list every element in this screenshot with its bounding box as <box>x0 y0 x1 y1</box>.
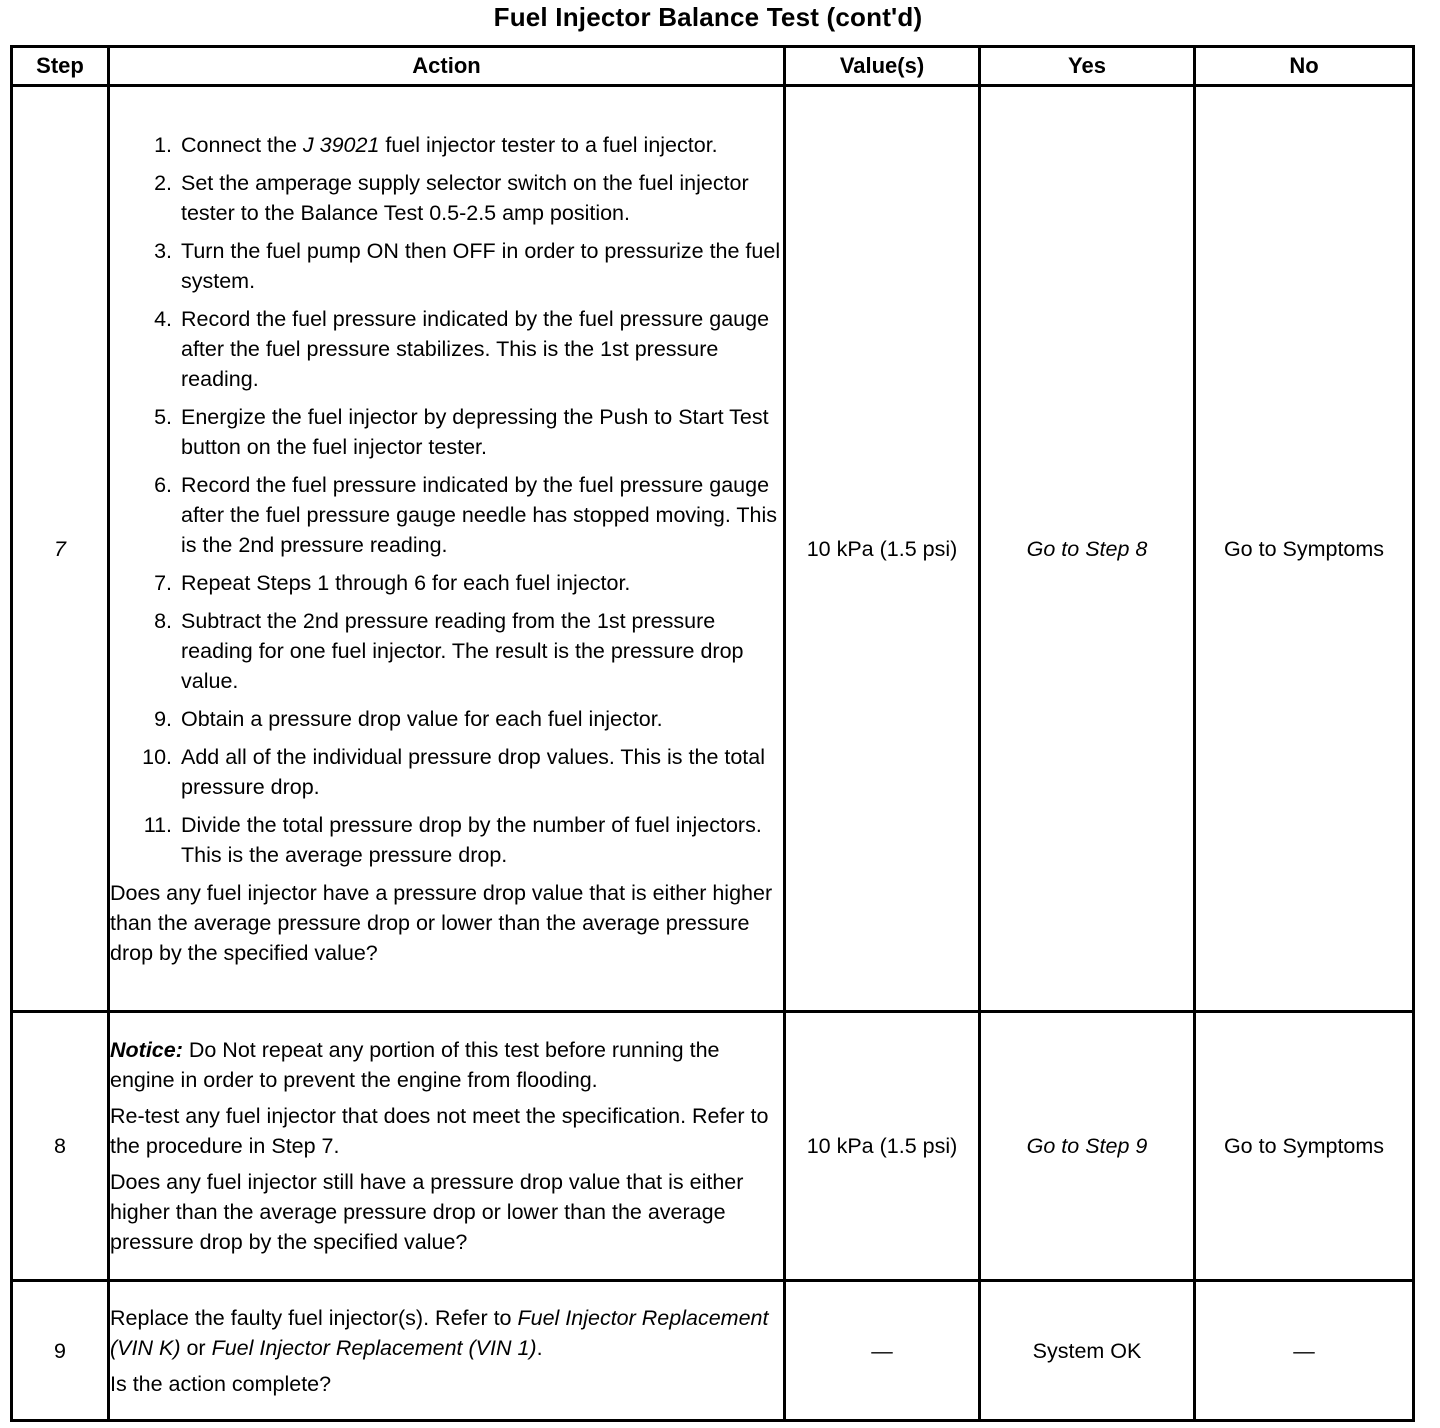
no-link-symptoms[interactable]: Go to Symptoms <box>1223 536 1385 561</box>
value-cell: 10 kPa (1.5 psi) <box>785 86 980 1012</box>
reference-link[interactable]: Fuel Injector Replacement (VIN K) <box>110 1305 769 1360</box>
tool-reference: J 39021 <box>302 132 380 157</box>
list-item <box>110 168 783 228</box>
list-item <box>110 742 783 802</box>
header-values: Value(s) <box>785 47 980 86</box>
list-item-text: Obtain a pressure drop value for each fuel injector. <box>181 706 663 731</box>
table-header-row <box>12 47 1414 86</box>
value-cell: — <box>785 1281 980 1421</box>
step-number: 9 <box>12 1281 109 1421</box>
notice-text: Do Not repeat any portion of this test before running the engine in order to prevent the engine from flooding. <box>110 1038 720 1092</box>
no-cell <box>1195 1012 1414 1281</box>
list-item <box>110 704 783 734</box>
yes-result-system-ok: System OK <box>1032 1338 1142 1363</box>
list-item-text: Divide the total pressure drop by the number of fuel injectors. This is the average pressure drop. <box>181 812 762 867</box>
table-row-step-9 <box>12 1281 1414 1421</box>
notice-label: Notice: <box>110 1038 183 1062</box>
list-item-text: Repeat Steps 1 through 6 for each fuel injector. <box>181 570 631 595</box>
step-number: 8 <box>12 1012 109 1281</box>
list-item-text: Record the fuel pressure indicated by the fuel pressure gauge after the fuel pressure stabilizes. This is the 1st pressure reading. <box>181 306 770 391</box>
list-item <box>110 568 783 598</box>
text-span: . <box>536 1335 543 1360</box>
list-item-number: 2. <box>154 170 172 195</box>
list-item-number: 3. <box>154 238 172 263</box>
text-span: Connect the <box>181 132 303 157</box>
list-item-number: 8. <box>154 608 172 633</box>
list-item-number: 7. <box>154 570 172 595</box>
decision-question: Is the action complete? <box>110 1371 332 1396</box>
yes-link-step-8[interactable]: Go to Step 8 <box>1026 536 1148 561</box>
list-item-number: 6. <box>154 472 172 497</box>
text-span: fuel injector tester to a fuel injector. <box>379 132 718 157</box>
notice-paragraph <box>110 1035 783 1095</box>
step-number: 7 <box>12 86 109 1012</box>
list-item <box>110 470 783 560</box>
list-item-number: 9. <box>154 706 172 731</box>
list-item <box>110 130 783 160</box>
yes-cell <box>980 1281 1195 1421</box>
list-item-number: 5. <box>154 404 172 429</box>
action-cell <box>109 1012 785 1281</box>
list-item-text: Record the fuel pressure indicated by the fuel pressure gauge after the fuel pressure gauge needle has stopped moving. This is the 2nd pressure reading. <box>181 472 778 557</box>
yes-cell <box>980 1012 1195 1281</box>
list-item <box>110 606 783 696</box>
table-row-step-7 <box>12 86 1414 1012</box>
text-span: or <box>180 1335 212 1360</box>
no-link-symptoms[interactable]: Go to Symptoms <box>1223 1134 1385 1158</box>
list-item-text: Energize the fuel injector by depressing the Push to Start Test button on the fuel injector tester. <box>181 404 769 459</box>
value-cell: 10 kPa (1.5 psi) <box>785 1012 980 1281</box>
list-item-number: 10. <box>142 744 172 769</box>
action-steps-list <box>110 130 783 870</box>
decision-question: Does any fuel injector have a pressure drop value that is either higher than the average pressure drop or lower than the average pressure drop by the specified value? <box>110 880 773 965</box>
list-item <box>110 304 783 394</box>
text-span: Replace the faulty fuel injector(s). Refer to <box>110 1305 518 1330</box>
yes-cell <box>980 86 1195 1012</box>
reference-link[interactable]: Fuel Injector Replacement (VIN 1) <box>211 1335 537 1360</box>
header-yes: Yes <box>980 47 1195 86</box>
list-item-text <box>181 130 783 160</box>
list-item-text: Set the amperage supply selector switch on the fuel injector tester to the Balance Test 0.5-2.5 amp position. <box>181 170 749 225</box>
list-item-text: Turn the fuel pump ON then OFF in order to pressurize the fuel system. <box>181 238 781 293</box>
list-item-number: 1. <box>154 132 172 157</box>
list-item-number: 4. <box>154 306 172 331</box>
action-cell <box>109 86 785 1012</box>
retest-instruction: Re-test any fuel injector that does not meet the specification. Refer to the procedure in Step 7. <box>110 1104 769 1158</box>
replace-instruction <box>110 1303 783 1363</box>
list-item <box>110 810 783 870</box>
table-row-step-8 <box>12 1012 1414 1281</box>
header-step: Step <box>12 47 109 86</box>
no-cell: — <box>1195 1281 1414 1421</box>
header-no: No <box>1195 47 1414 86</box>
decision-question: Does any fuel injector still have a pressure drop value that is either higher than the average pressure drop or lower than the average pressure drop by the specified value? <box>110 1170 744 1254</box>
list-item <box>110 402 783 462</box>
list-item-text: Subtract the 2nd pressure reading from the 1st pressure reading for one fuel injector. The result is the pressure drop value. <box>181 608 744 693</box>
procedure-table <box>10 45 1415 1422</box>
header-action: Action <box>109 47 785 86</box>
page-title: Fuel Injector Balance Test (cont'd) <box>493 2 923 32</box>
list-item <box>110 236 783 296</box>
list-item-number: 11. <box>143 812 172 837</box>
action-cell <box>109 1281 785 1421</box>
yes-link-step-9[interactable]: Go to Step 9 <box>1026 1134 1148 1158</box>
no-cell <box>1195 86 1414 1012</box>
list-item-text: Add all of the individual pressure drop values. This is the total pressure drop. <box>181 744 766 799</box>
